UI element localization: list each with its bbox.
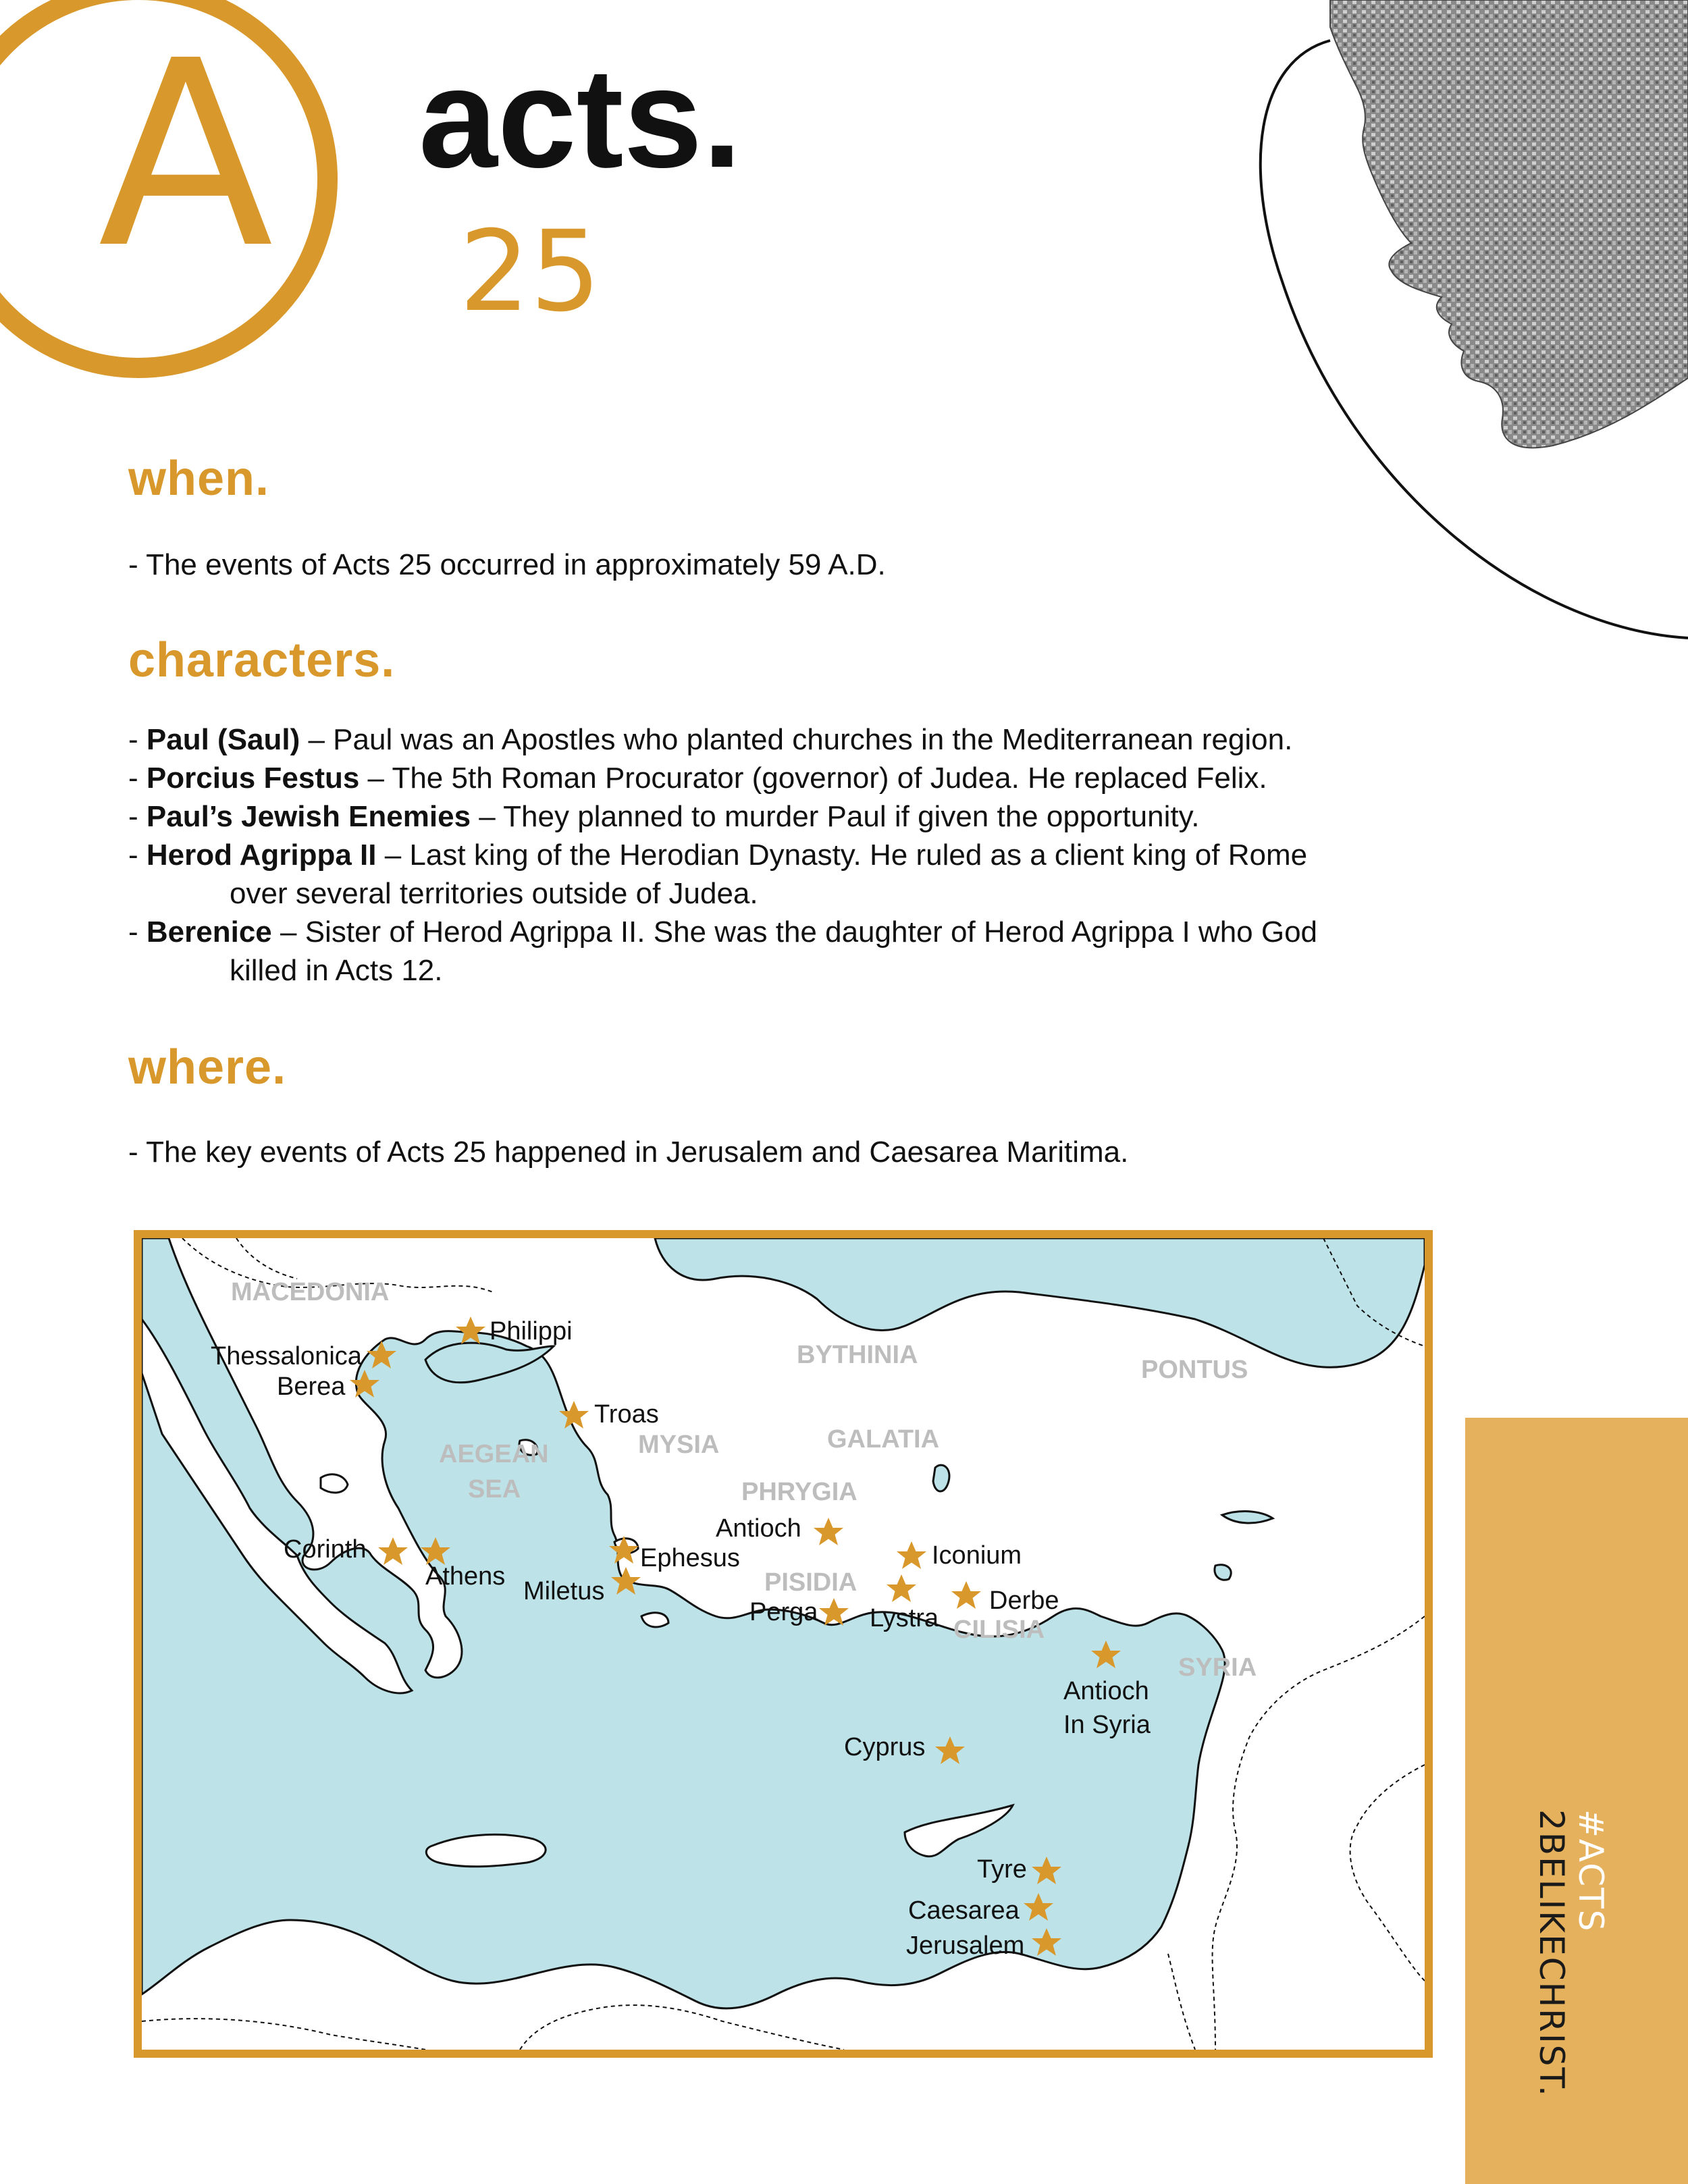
bullet-dash: - bbox=[128, 800, 147, 833]
city-label-corinth: Corinth bbox=[284, 1535, 367, 1564]
bullet-dash: - bbox=[128, 723, 147, 756]
character-description: – The 5th Roman Procurator (governor) of Judea. He replaced Felix. bbox=[359, 762, 1267, 795]
character-name: Porcius Festus bbox=[146, 762, 360, 795]
city-label-miletus: Miletus bbox=[523, 1577, 605, 1605]
logo-letter: A bbox=[98, 5, 273, 304]
character-name: Herod Agrippa II bbox=[146, 838, 377, 872]
character-name: Paul’s Jewish Enemies bbox=[146, 800, 471, 833]
when-text: - The events of Acts 25 occurred in approximately 59 A.D. bbox=[128, 548, 886, 581]
region-label-phrygia: PHRYGIA bbox=[741, 1478, 858, 1506]
city-label-philippi: Philippi bbox=[490, 1317, 573, 1346]
brand-name: 2BELIKECHRIST. bbox=[1532, 1809, 1571, 2098]
hashtag-acts: #ACTS bbox=[1571, 1809, 1610, 1933]
region-label-macedonia: MACEDONIA bbox=[231, 1278, 390, 1306]
bullet-dash: - bbox=[128, 762, 147, 795]
city-label-athens: Athens bbox=[425, 1562, 506, 1591]
city-label-antioch-pisidia: Antioch bbox=[716, 1514, 801, 1543]
character-item bbox=[128, 836, 1411, 913]
region-label-pisidia: PISIDIA bbox=[764, 1568, 858, 1597]
side-tab bbox=[1465, 1418, 1688, 2184]
city-label-perga: Perga bbox=[749, 1598, 818, 1626]
city-label-tyre: Tyre bbox=[977, 1855, 1027, 1884]
character-description: – Paul was an Apostles who planted churches in the Mediterranean region. bbox=[300, 723, 1293, 756]
city-label-caesarea: Caesarea bbox=[908, 1896, 1020, 1925]
bullet-dash: - bbox=[128, 838, 147, 872]
character-description-continued: over several territories outside of Judea. bbox=[230, 877, 758, 910]
city-label-in-syria: In Syria bbox=[1063, 1711, 1151, 1739]
city-label-troas: Troas bbox=[594, 1400, 659, 1429]
character-name: Paul (Saul) bbox=[146, 723, 300, 756]
side-tab-text bbox=[1532, 1809, 1610, 2098]
city-label-iconium: Iconium bbox=[932, 1541, 1022, 1570]
city-label-ephesus: Ephesus bbox=[640, 1544, 740, 1572]
chapter-number: 25 bbox=[459, 207, 601, 336]
character-item bbox=[128, 759, 1411, 797]
city-label-cyprus: Cyprus bbox=[844, 1733, 926, 1761]
region-label-cilisia: CILISIA bbox=[953, 1616, 1045, 1644]
where-heading: where. bbox=[128, 1040, 287, 1094]
region-label-galatia: GALATIA bbox=[827, 1425, 940, 1454]
city-label-berea: Berea bbox=[277, 1373, 346, 1401]
character-description: – Sister of Herod Agrippa II. She was the daughter of Herod Agrippa I who God bbox=[271, 915, 1318, 949]
region-label-mysia: MYSIA bbox=[638, 1431, 720, 1459]
characters-list bbox=[128, 720, 1411, 990]
character-description-continued: killed in Acts 12. bbox=[230, 954, 443, 987]
city-label-thessalonica: Thessalonica bbox=[211, 1342, 362, 1370]
when-heading: when. bbox=[128, 452, 270, 506]
character-item bbox=[128, 797, 1411, 836]
city-label-derbe: Derbe bbox=[989, 1587, 1059, 1615]
region-label-syria: SYRIA bbox=[1178, 1653, 1257, 1682]
map-frame bbox=[134, 1230, 1433, 2058]
character-item bbox=[128, 913, 1411, 990]
character-description: – Last king of the Herodian Dynasty. He ruled as a client king of Rome bbox=[376, 838, 1308, 872]
where-text: - The key events of Acts 25 happened in Jerusalem and Caesarea Maritima. bbox=[128, 1136, 1129, 1169]
bullet-dash: - bbox=[128, 915, 147, 949]
lake bbox=[1215, 1565, 1231, 1580]
island bbox=[321, 1474, 348, 1493]
region-label-aegean: AEGEAN bbox=[439, 1440, 549, 1468]
city-label-jerusalem: Jerusalem bbox=[906, 1932, 1025, 1960]
roman-statue-head-image bbox=[1229, 0, 1688, 648]
region-label-bythinia: BYTHINIA bbox=[797, 1341, 918, 1369]
lake bbox=[933, 1465, 949, 1491]
eastern-mediterranean-map bbox=[142, 1238, 1425, 2050]
character-name: Berenice bbox=[146, 915, 272, 949]
region-label-sea: SEA bbox=[468, 1475, 521, 1503]
city-label-antioch-syria: Antioch bbox=[1063, 1677, 1149, 1705]
city-label-lystra: Lystra bbox=[870, 1604, 939, 1632]
character-description: – They planned to murder Paul if given the opportunity. bbox=[471, 800, 1200, 833]
book-title: acts. bbox=[419, 38, 742, 197]
region-label-pontus: PONTUS bbox=[1141, 1356, 1248, 1384]
character-item bbox=[128, 720, 1411, 759]
characters-heading: characters. bbox=[128, 633, 396, 687]
